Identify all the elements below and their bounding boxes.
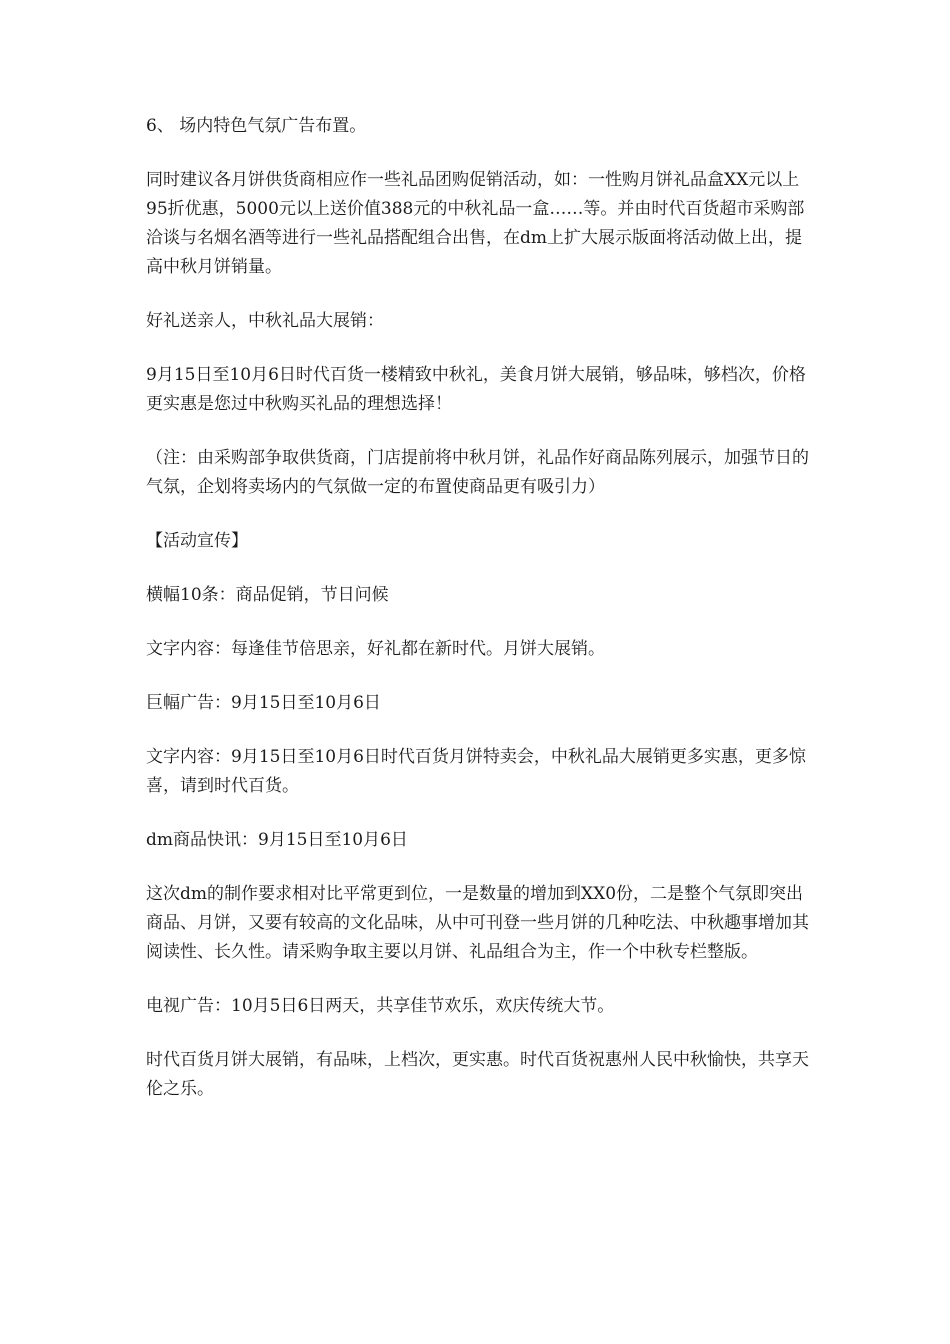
paragraph-billboard: 巨幅广告：9月15日至10月6日 (146, 693, 381, 713)
paragraph-billboard-text: 文字内容：9月15日至10月6日时代百货月饼特卖会，中秋礼品大展销更多实惠，更多惊喜，请到时代百货。 (146, 747, 806, 796)
paragraph-tv-ad: 电视广告：10月5日6日两天，共享佳节欢乐，欢庆传统大节。 (146, 996, 615, 1016)
paragraph-tv-ad-text: 时代百货月饼大展销，有品味，上档次，更实惠。时代百货祝惠州人民中秋愉快，共享天伦之乐。 (146, 1050, 809, 1099)
document-body (146, 112, 810, 1129)
paragraph-gift-heading: 好礼送亲人，中秋礼品大展销： (146, 311, 384, 331)
paragraph-banner-text: 文字内容：每逢佳节倍思亲，好礼都在新时代。月饼大展销。 (146, 639, 605, 659)
section-heading-promotion: 【活动宣传】 (146, 531, 248, 551)
paragraph-group-purchase: 同时建议各月饼供货商相应作一些礼品团购促销活动，如：一性购月饼礼品盒XX元以上95折优惠，5000元以上送价值388元的中秋礼品一盒……等。并由时代百货超市采购部洽谈与名烟名酒等进行一些礼品搭配组合出售，在dm上扩大展示版面将活动做上出，提高中秋月饼销量。 (146, 170, 805, 277)
paragraph-dm-requirements: 这次dm的制作要求相对比平常更到位，一是数量的增加到XX0份，二是整个气氛即突出商品、月饼，又要有较高的文化品味，从中可刊登一些月饼的几种吃法、中秋趣事增加其阅读性、长久性。请采购争取主要以月饼、礼品组合为主，作一个中秋专栏整版。 (146, 884, 809, 962)
paragraph-dm-flyer: dm商品快讯：9月15日至10月6日 (146, 830, 408, 850)
paragraph-banners: 横幅10条：商品促销，节日问候 (146, 585, 389, 605)
paragraph-note: （注：由采购部争取供货商，门店提前将中秋月饼，礼品作好商品陈列展示，加强节日的气氛，企划将卖场内的气氛做一定的布置使商品更有吸引力） (146, 448, 809, 497)
list-item-atmosphere-ads: 6、 场内特色气氛广告布置。 (146, 116, 367, 136)
paragraph-gift-promo: 9月15日至10月6日时代百货一楼精致中秋礼，美食月饼大展销，够品味，够档次，价格更实惠是您过中秋购买礼品的理想选择！ (146, 365, 806, 414)
